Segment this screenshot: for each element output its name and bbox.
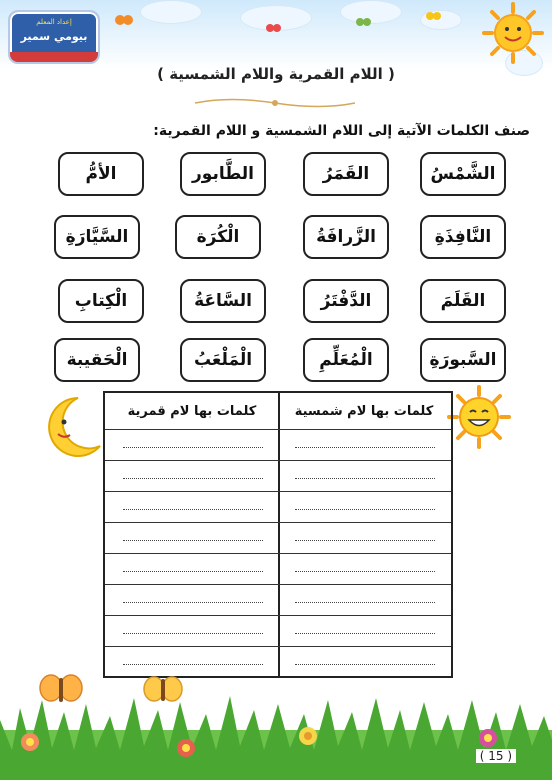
badge-line1: إعداد المعلم bbox=[36, 18, 72, 26]
row-divider bbox=[105, 553, 451, 554]
sun-icon bbox=[482, 2, 544, 64]
smiling-sun-icon bbox=[447, 385, 511, 449]
word-box: الْمَلْعَبُ bbox=[180, 338, 266, 382]
word-box: الشَّمْسُ bbox=[420, 152, 506, 196]
answer-line-shamsi[interactable] bbox=[295, 540, 435, 541]
word-box: الْمُعَلِّمِ bbox=[303, 338, 389, 382]
row-divider bbox=[105, 646, 451, 647]
classification-table bbox=[103, 391, 453, 678]
word-box: الدَّفْتَرُ bbox=[303, 279, 389, 323]
row-divider bbox=[105, 584, 451, 585]
header-qamari: كلمات بها لام قمرية bbox=[127, 403, 257, 419]
instruction-text: صنف الكلمات الآتية إلى اللام الشمسية و اللام القمرية: bbox=[153, 123, 530, 139]
answer-line-qamari[interactable] bbox=[123, 540, 263, 541]
badge-strip bbox=[10, 52, 98, 62]
answer-line-shamsi[interactable] bbox=[295, 633, 435, 634]
answer-line-shamsi[interactable] bbox=[295, 509, 435, 510]
word-box: الأمُّ bbox=[58, 152, 144, 196]
word-box: الزَّرافَةُ bbox=[303, 215, 389, 259]
answer-line-shamsi[interactable] bbox=[295, 571, 435, 572]
row-divider bbox=[105, 491, 451, 492]
answer-line-shamsi[interactable] bbox=[295, 664, 435, 665]
author-badge bbox=[8, 10, 100, 64]
answer-line-qamari[interactable] bbox=[123, 478, 263, 479]
word-box: الْكِتابِ bbox=[58, 279, 144, 323]
word-box: النَّافِذَةِ bbox=[420, 215, 506, 259]
column-divider bbox=[278, 393, 280, 676]
word-box: السَّاعَةُ bbox=[180, 279, 266, 323]
word-box: القَلَمَ bbox=[420, 279, 506, 323]
word-box: القَمَرُ bbox=[303, 152, 389, 196]
row-divider bbox=[105, 460, 451, 461]
answer-line-qamari[interactable] bbox=[123, 602, 263, 603]
word-box: السَّيَّارَةِ bbox=[54, 215, 140, 259]
word-box: الْحَقيبة bbox=[54, 338, 140, 382]
badge-line2: بيومي سمير bbox=[20, 30, 88, 43]
answer-line-qamari[interactable] bbox=[123, 447, 263, 448]
grass-decoration bbox=[0, 690, 552, 780]
moon-icon bbox=[38, 394, 104, 460]
page-title: ( اللام القمرية واللام الشمسية ) bbox=[157, 65, 395, 83]
answer-line-shamsi[interactable] bbox=[295, 478, 435, 479]
row-divider bbox=[105, 429, 451, 430]
answer-line-qamari[interactable] bbox=[123, 664, 263, 665]
word-box: الطَّابور bbox=[180, 152, 266, 196]
page-number: ( 15 ) bbox=[476, 749, 516, 763]
ornament-divider bbox=[190, 96, 360, 110]
header-shamsi: كلمات بها لام شمسية bbox=[294, 403, 434, 419]
word-box: السَّبورَةِ bbox=[420, 338, 506, 382]
answer-line-qamari[interactable] bbox=[123, 633, 263, 634]
answer-line-shamsi[interactable] bbox=[295, 447, 435, 448]
word-grid bbox=[50, 152, 512, 384]
row-divider bbox=[105, 522, 451, 523]
answer-line-shamsi[interactable] bbox=[295, 602, 435, 603]
row-divider bbox=[105, 615, 451, 616]
word-box: الْكُرَة bbox=[175, 215, 261, 259]
answer-line-qamari[interactable] bbox=[123, 509, 263, 510]
answer-line-qamari[interactable] bbox=[123, 571, 263, 572]
butterflies-decoration bbox=[100, 8, 480, 38]
